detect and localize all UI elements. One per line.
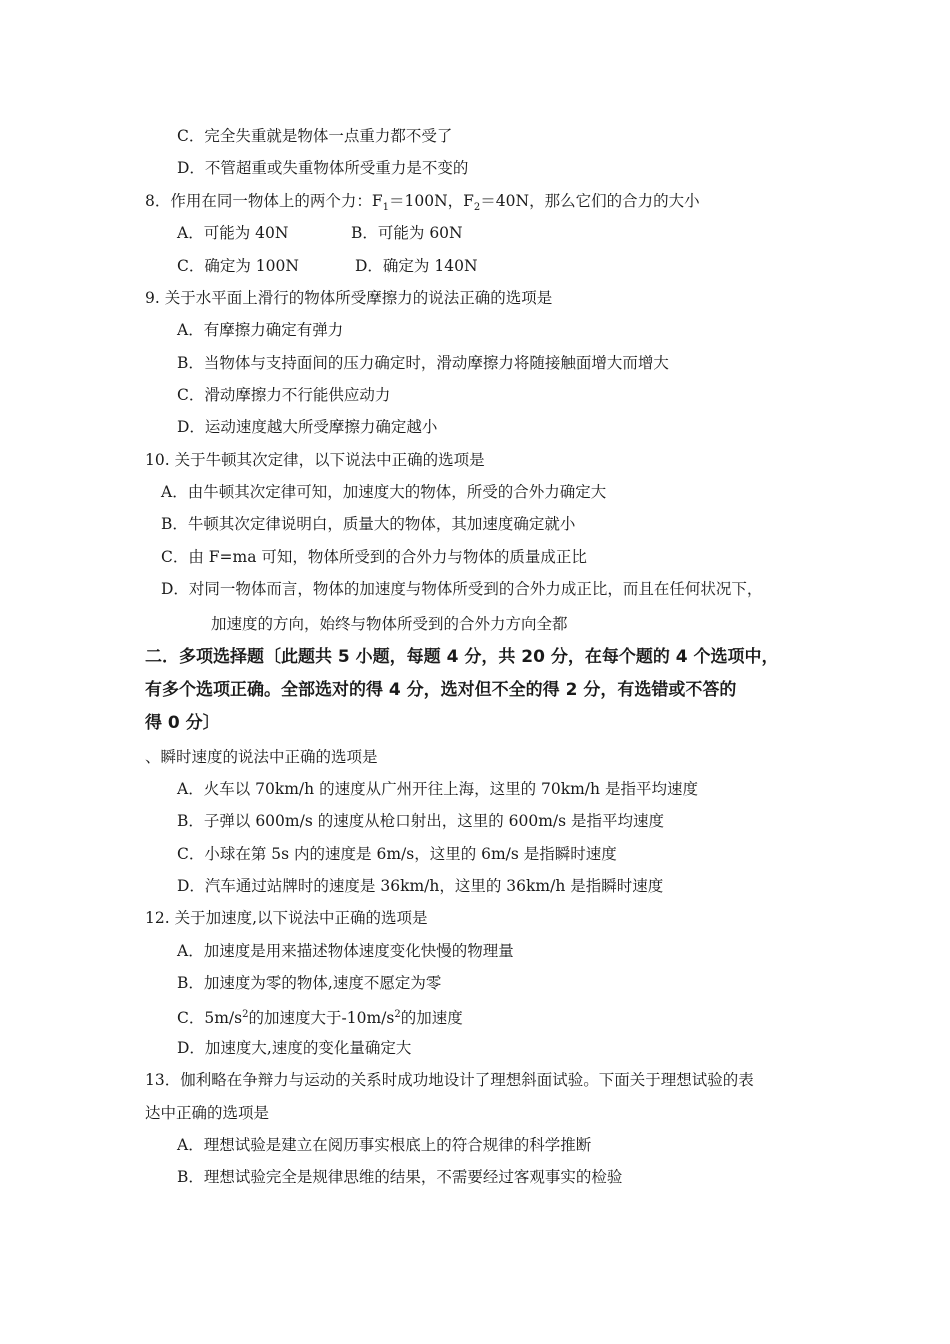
q8-stem-part-1: 8．作用在同一物体上的两个力：F [145,192,383,210]
q8-stem-part-2: ＝100N，F [389,192,474,210]
q8-option-b: B．可能为 60N [351,224,463,242]
section-2-heading-line-3: 得 0 分〕 [145,713,220,733]
q12-option-c-part-3: 的加速度 [400,1009,463,1028]
q8-stem [145,190,700,219]
q8-option-a: A．可能为 40N [177,224,289,242]
q9-option-a: A．有摩擦力确定有弹力 [177,321,344,339]
q12-stem: 12. 关于加速度,以下说法中正确的选项是 [145,909,428,927]
q12-option-c [177,1004,463,1029]
section-2-heading-line-2: 有多个选项正确。全部选对的得 4 分，选对但不全的得 2 分，有选错或不答的 [145,680,737,700]
q9-option-d: D．运动速度越大所受摩擦力确定越小 [177,418,438,436]
q8-subscript-1: 1 [382,202,389,214]
q12-option-b: B．加速度为零的物体,速度不愿定为零 [177,974,442,992]
q12-superscript-2: 2 [394,1009,401,1020]
q10-option-c: C．由 F=ma 可知，物体所受到的合外力与物体的质量成正比 [161,548,587,566]
q12-option-c-part-2: 的加速度大于-10m/s [248,1009,395,1028]
q13-stem-continued: 达中正确的选项是 [145,1104,270,1122]
q8-stem-part-3: ＝40N，那么它们的合力的大小 [480,192,700,210]
q8-option-c: C．确定为 100N [177,257,299,275]
q7-option-c: C．完全失重就是物体一点重力都不受了 [177,127,453,145]
q10-option-a: A．由牛顿其次定律可知，加速度大的物体，所受的合外力确定大 [161,483,607,501]
q12-superscript-1: 2 [242,1009,249,1020]
q12-option-d: D．加速度大,速度的变化量确定大 [177,1039,412,1057]
q11-option-c: C．小球在第 5s 内的速度是 6m/s，这里的 6m/s 是指瞬时速度 [177,845,617,863]
q12-option-a: A．加速度是用来描述物体速度变化快慢的物理量 [177,942,514,960]
q13-stem: 13．伽利略在争辩力与运动的关系时成功地设计了理想斜面试验。下面关于理想试验的表 [145,1071,754,1089]
q13-option-a: A．理想试验是建立在阅历事实根底上的符合规律的科学推断 [177,1136,592,1154]
q10-option-d: D．对同一物体而言，物体的加速度与物体所受到的合外力成正比，而且在任何状况下， [161,580,763,598]
section-2-heading-line-1: 二．多项选择题〔此题共 5 小题，每题 4 分，共 20 分，在每个题的 4 个选项中， [145,647,779,667]
q11-option-d: D．汽车通过站牌时的速度是 36km/h，这里的 36km/h 是指瞬时速度 [177,877,664,895]
q10-option-b: B．牛顿其次定律说明白，质量大的物体，其加速度确定就小 [161,515,576,533]
q8-options-row-1 [177,222,463,244]
q9-stem: 9. 关于水平面上滑行的物体所受摩擦力的说法正确的选项是 [145,289,553,307]
q8-option-d: D．确定为 140N [355,257,478,275]
q7-option-d: D．不管超重或失重物体所受重力是不变的 [177,159,469,177]
q12-option-c-part-1: C．5m/s [177,1009,243,1028]
q9-option-c: C．滑动摩擦力不行能供应动力 [177,386,391,404]
q11-option-a: A．火车以 70km/h 的速度从广州开往上海，这里的 70km/h 是指平均速度 [177,780,698,798]
q13-option-b: B．理想试验完全是规律思维的结果，不需要经过客观事实的检验 [177,1168,623,1186]
q10-stem: 10. 关于牛顿其次定律，以下说法中正确的选项是 [145,451,485,469]
q10-option-d-continued: 加速度的方向，始终与物体所受到的合外力方向全都 [211,615,568,633]
q9-option-b: B．当物体与支持面间的压力确定时，滑动摩擦力将随接触面增大而增大 [177,354,669,372]
q11-stem: 、瞬时速度的说法中正确的选项是 [145,748,378,766]
q11-option-b: B．子弹以 600m/s 的速度从枪口射出，这里的 600m/s 是指平均速度 [177,812,665,830]
q8-subscript-2: 2 [473,202,481,214]
q8-options-row-2 [177,255,478,277]
